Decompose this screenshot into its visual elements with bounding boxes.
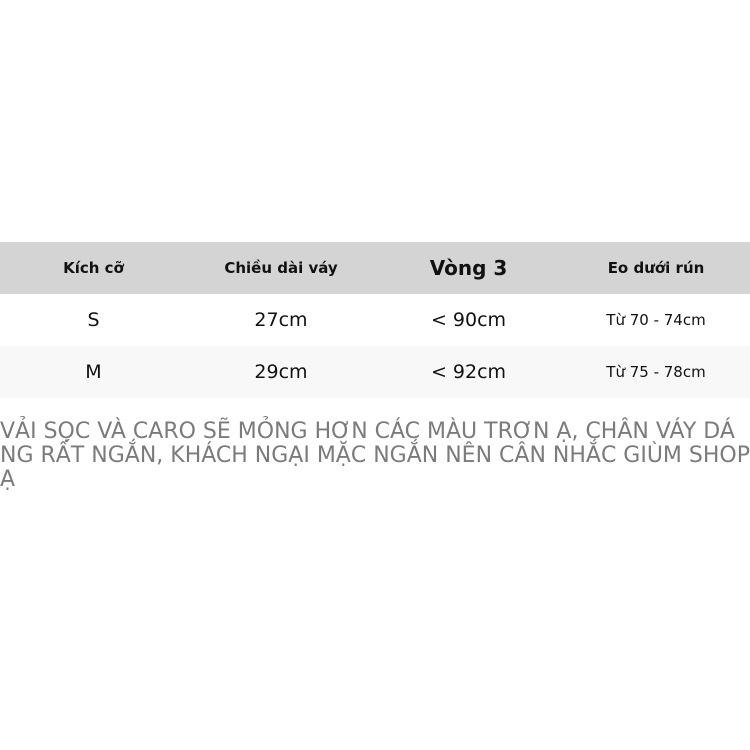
- header-hip: Vòng 3: [429, 256, 508, 280]
- cell-waist: Từ 70 - 74cm: [606, 311, 706, 329]
- cell-hip: < 92cm: [430, 361, 507, 383]
- header-skirt-length: Chiều dài váy: [224, 259, 338, 277]
- cell-skirt-length: 29cm: [254, 361, 308, 383]
- header-size: Kích cỡ: [63, 259, 124, 277]
- table-row: [0, 294, 750, 346]
- table-header-row: [0, 242, 750, 294]
- header-waist: Eo dưới rún: [607, 259, 705, 277]
- cell-size: S: [87, 309, 100, 331]
- cell-skirt-length: 27cm: [254, 309, 308, 331]
- product-note: VẢI SỌC VÀ CARO SẼ MỎNG HƠN CÁC MÀU TRƠN Ạ, CHÂN VÁY DÁNG RẤT NGẮN, KHÁCH NGẠI MẶC NGẮN NÊN CÂN NHẮC GIÙM SHOP Ạ: [0, 419, 750, 492]
- size-table: [0, 242, 750, 398]
- cell-hip: < 90cm: [430, 309, 507, 331]
- cell-size: M: [85, 361, 102, 383]
- table-row: [0, 346, 750, 398]
- cell-waist: Từ 75 - 78cm: [606, 363, 706, 381]
